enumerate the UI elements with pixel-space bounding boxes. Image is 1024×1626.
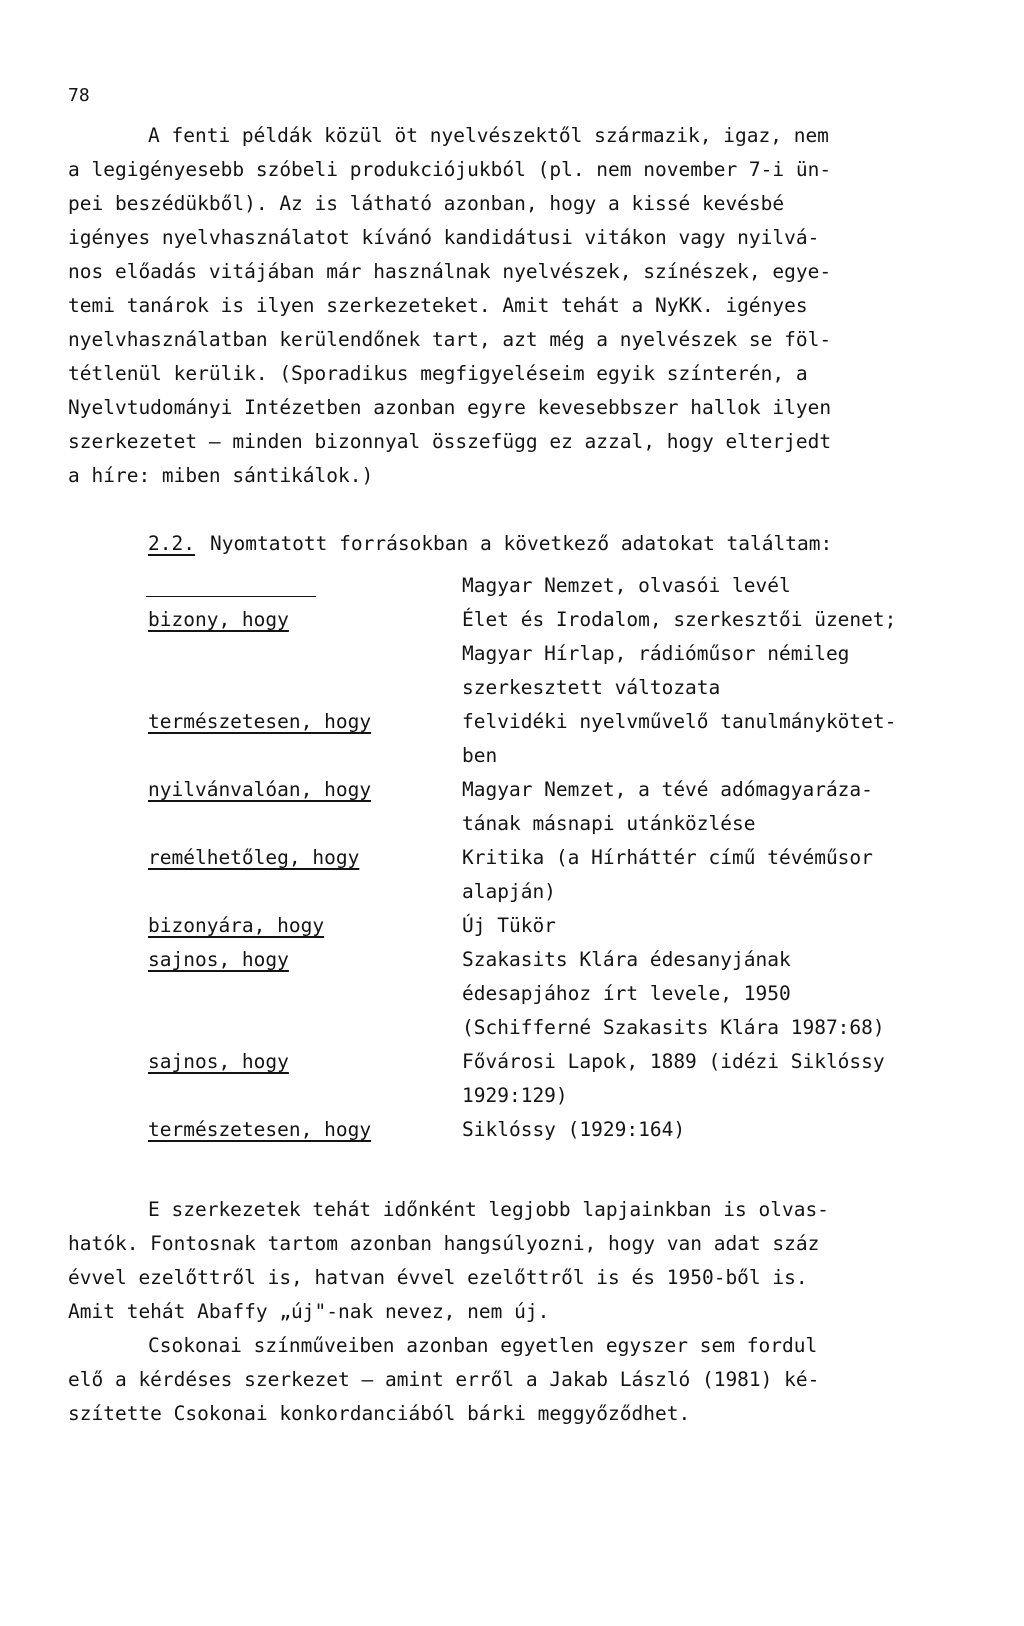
source-term: bizony, hogy — [148, 608, 289, 631]
source-ref-line: 1929:129) — [462, 1084, 568, 1107]
text-line: a híre: miben sántikálok.) — [68, 464, 374, 487]
source-ref-line: Magyar Nemzet, a tévé adómagyaráza- — [462, 778, 873, 801]
page-number: 78 — [68, 85, 90, 106]
source-ref-line: Siklóssy (1929:164) — [462, 1118, 686, 1141]
source-ref-line: Magyar Nemzet, olvasói levél — [462, 574, 791, 597]
source-ref-line: szerkesztett változata — [462, 676, 721, 699]
source-ref-line: Élet és Irodalom, szerkesztői üzenet; — [462, 608, 897, 631]
text-line: Nyelvtudományi Intézetben azonban egyre kevesebbszer hallok ilyen — [68, 396, 832, 419]
text-line: szerkezetet — minden bizonnyal összefügg ez azzal, hogy elterjedt — [68, 430, 832, 453]
text-line: igényes nyelvhasználatot kívánó kandidátusi vitákon vagy nyilvá- — [68, 226, 820, 249]
text-line: Amit tehát Abaffy „új"-nak nevez, nem új. — [68, 1300, 550, 1323]
source-term: nyilvánvalóan, hogy — [148, 778, 372, 801]
text-line: szítette Csokonai konkordanciából bárki meggyőződhet. — [68, 1402, 691, 1425]
section-number: 2.2. — [148, 532, 195, 555]
source-ref-line: Kritika (a Hírháttér című tévéműsor — [462, 846, 873, 869]
source-term: remélhetőleg, hogy — [148, 846, 360, 869]
text-line: Csokonai színműveiben azonban egyetlen egyszer sem fordul — [148, 1334, 818, 1357]
source-ref-line: Fővárosi Lapok, 1889 (idézi Siklóssy — [462, 1050, 885, 1073]
source-ref-line: Új Tükör — [462, 914, 556, 937]
text-line: temi tanárok is ilyen szerkezeteket. Amit tehát a NyKK. igényes — [68, 294, 808, 317]
source-ref-line: (Schifferné Szakasits Klára 1987:68) — [462, 1016, 885, 1039]
source-ref-line: felvidéki nyelvművelő tanulmánykötet- — [462, 710, 897, 733]
section-intro: Nyomtatott forrásokban a következő adatokat találtam: — [210, 532, 833, 555]
source-ref-line: édesapjához írt levele, 1950 — [462, 982, 791, 1005]
text-line: a legigényesebb szóbeli produkciójukból (pl. nem november 7-i ün- — [68, 158, 832, 181]
text-line: nos előadás vitájában már használnak nyelvészek, színészek, egye- — [68, 260, 832, 283]
source-term: sajnos, hogy — [148, 948, 289, 971]
text-line: évvel ezelőttről is, hatvan évvel ezelőttről is és 1950-ből is. — [68, 1266, 808, 1289]
source-ref-line: ben — [462, 744, 498, 767]
text-line: hatók. Fontosnak tartom azonban hangsúlyozni, hogy van adat száz — [68, 1232, 820, 1255]
source-ref-line: Szakasits Klára édesanyjának — [462, 948, 791, 971]
source-term: bizonyára, hogy — [148, 914, 325, 937]
source-term: sajnos, hogy — [148, 1050, 289, 1073]
text-line: pei beszédükből). Az is látható azonban, hogy a kissé kevésbé — [68, 192, 785, 215]
heading-rule — [146, 596, 316, 597]
source-term: természetesen, hogy — [148, 710, 372, 733]
source-ref-line: tának másnapi utánközlése — [462, 812, 756, 835]
text-line: tétlenül kerülik. (Sporadikus megfigyeléseim egyik színterén, a — [68, 362, 808, 385]
text-line: elő a kérdéses szerkezet — amint erről a Jakab László (1981) ké- — [68, 1368, 820, 1391]
source-ref-line: Magyar Hírlap, rádióműsor némileg — [462, 642, 850, 665]
text-line: A fenti példák közül öt nyelvészektől származik, igaz, nem — [148, 124, 829, 147]
text-line: nyelvhasználatban kerülendőnek tart, azt még a nyelvészek se föl- — [68, 328, 832, 351]
text-line: E szerkezetek tehát időnként legjobb lapjainkban is olvas- — [148, 1198, 829, 1221]
source-term: természetesen, hogy — [148, 1118, 372, 1141]
source-ref-line: alapján) — [462, 880, 556, 903]
